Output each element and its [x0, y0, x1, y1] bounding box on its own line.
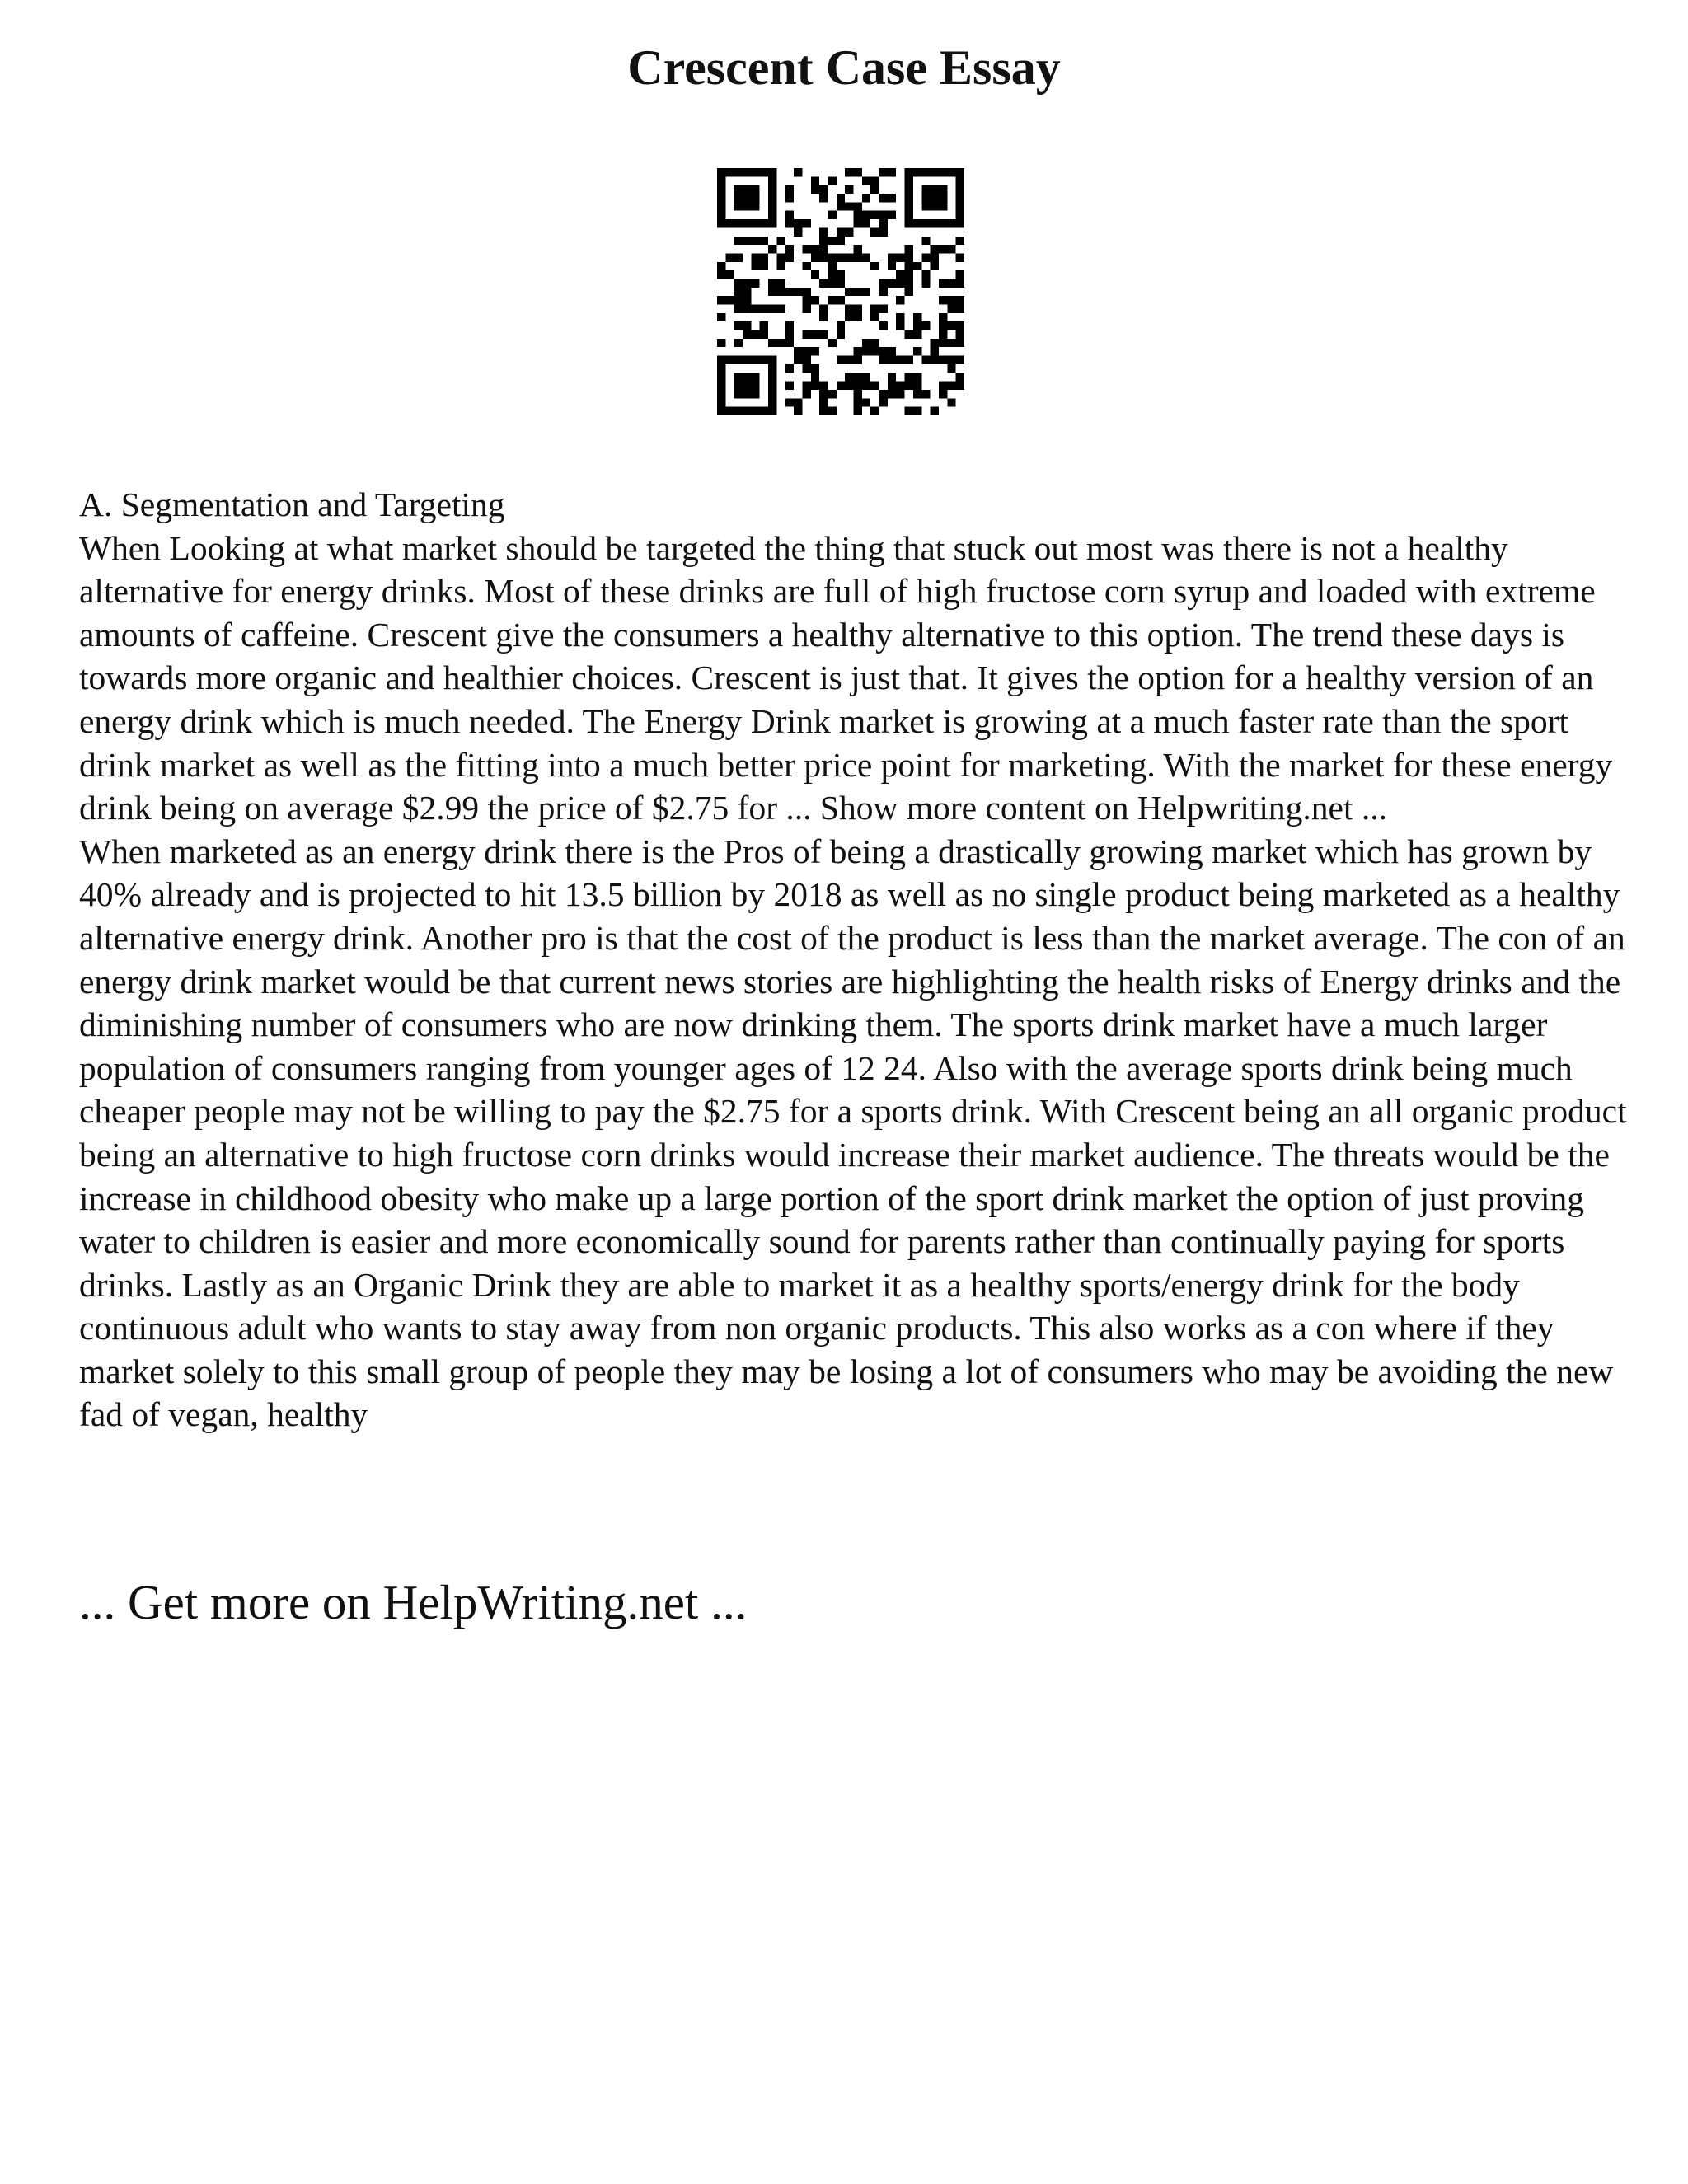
get-more-link[interactable]: ... Get more on HelpWriting.net ...: [79, 1575, 748, 1629]
essay-body: [79, 483, 1637, 1436]
document-title: Crescent Case Essay: [627, 40, 1061, 95]
section-heading: A. Segmentation and Targeting: [79, 485, 505, 523]
paragraph-1: When Looking at what market should be targeted the thing that stuck out most was there is not a healthy alternative for energy drinks. Most of these drinks are full of high fructose corn syrup and loaded with extreme amounts of caffeine. Crescent give the consumers a healthy alternative to this option. The trend these days is towards more organic and healthier choices. Crescent is just that. It gives the option for a healthy version of an energy drink which is much needed. The Energy Drink market is growing at a much faster rate than the sport drink market as well as the fitting into a much better price point for marketing. With the market for these energy drink being on average $2.99 the price of $2.75 for ... Show more content on Helpwriting.net ...: [79, 528, 1613, 827]
qr-code-icon: [717, 168, 964, 415]
paragraph-2: When marketed as an energy drink there is the Pros of being a drastically growing market which has grown by 40% already and is projected to hit 13.5 billion by 2018 as well as no single product being marketed as a healthy alternative energy drink. Another pro is that the cost of the product is less than the market average. The con of an energy drink market would be that current news stories are highlighting the health risks of Energy drinks and the diminishing number of consumers who are now drinking them. The sports drink market have a much larger population of consumers ranging from younger ages of 12 24. Also with the average sports drink being much cheaper people may not be willing to pay the $2.75 for a sports drink. With Crescent being an all organic product being an alternative to high fructose corn drinks would increase their market audience. The threats would be the increase in childhood obesity who make up a large portion of the sport drink market the option of just proving water to children is easier and more economically sound for parents rather than continually paying for sports drinks. Lastly as an Organic Drink they are able to market it as a healthy sports/energy drink for the body continuous adult who wants to stay away from non organic products. This also works as a con where if they market solely to this small group of people they may be losing a lot of consumers who may be avoiding the new fad of vegan, healthy: [79, 832, 1627, 1434]
